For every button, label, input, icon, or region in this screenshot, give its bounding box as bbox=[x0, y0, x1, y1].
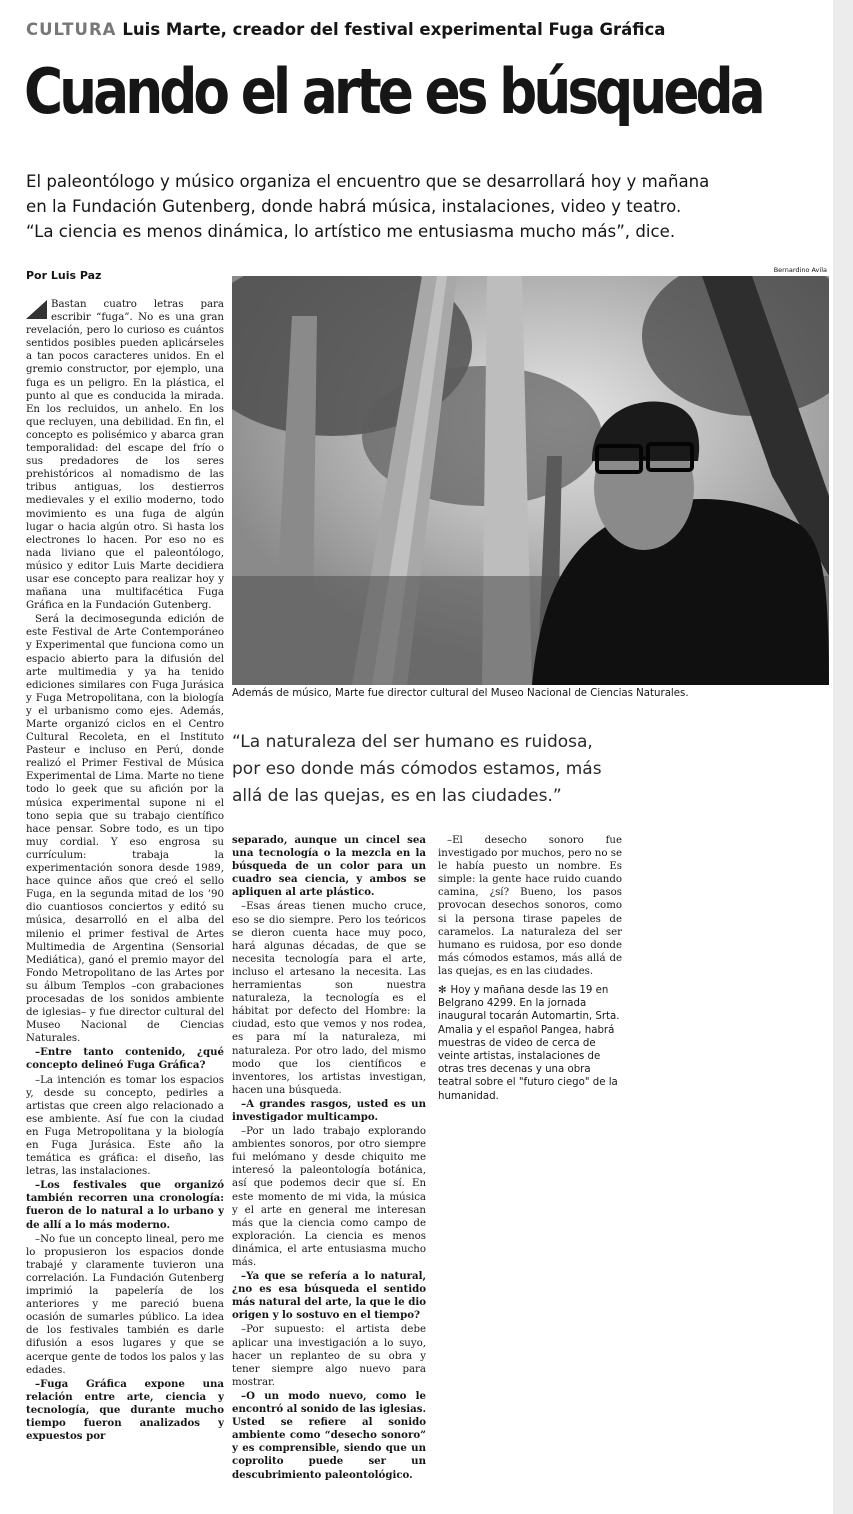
article-column-1 bbox=[26, 298, 224, 1510]
photo-caption: Además de músico, Marte fue director cultural del Museo Nacional de Ciencias Naturales. bbox=[232, 688, 689, 699]
headline: Cuando el arte es búsqueda bbox=[24, 55, 762, 128]
article-paragraph: –Por un lado trabajo explorando ambientes sonoros, por otro siempre fui melómano y desde chiquito me interesó la paleontología botánica, así que podemos decir que sí. En este momento de mi vida, la música y el arte en general me interesan más que la ciencia como campo de exploración. La ciencia es menos dinámica, el arte entusiasma mucho más. bbox=[232, 1126, 426, 1268]
article-paragraph: –La intención es tomar los espacios y, desde su concepto, pedirles a artistas que creen algo relacionado a ese ambiente. Así fue con la ciudad en Fuga Metropolitana y la biología en Fuga Jurásica. Este año la temática es gráfica: el diseño, las letras, las instalaciones. bbox=[26, 1074, 224, 1178]
lead-line: El paleontólogo y músico organiza el encuentro que se desarrollará hoy y mañana bbox=[26, 172, 710, 191]
event-info-text: Hoy y mañana desde las 19 en Belgrano 4299. En la jornada inaugural tocarán Automartin, Srta. Amalia y el español Pangea, habrá muestras de video de cerca de veinte artistas, instalaciones de otras tres decenas y una obra teatral sobre el "futuro ciego" de la humanidad. bbox=[438, 985, 620, 1102]
page-edge bbox=[833, 0, 853, 1514]
lead-line: en la Fundación Gutenberg, donde habrá música, instalaciones, video y teatro. bbox=[26, 197, 682, 216]
lead-line: “La ciencia es menos dinámica, lo artístico me entusiasma mucho más”, dice. bbox=[26, 222, 676, 241]
interview-question: –Ya que se refería a lo natural, ¿no es esa búsqueda el sentido más natural del arte, la que le dio origen y lo sostuvo en el tiempo? bbox=[232, 1270, 426, 1322]
interview-question: –Los festivales que organizó también recorren una cronología: fueron de lo natural a lo urbano y de allí a lo más moderno. bbox=[26, 1179, 224, 1231]
pull-quote-line: “La naturaleza del ser humano es ruidosa, bbox=[232, 732, 593, 752]
interview-question: –Entre tanto contenido, ¿qué concepto delineó Fuga Gráfica? bbox=[26, 1046, 224, 1072]
asterisk-icon: ✻ bbox=[438, 985, 447, 997]
portrait-photo bbox=[232, 276, 829, 685]
portrait-photo-image bbox=[232, 276, 829, 685]
article-column-2 bbox=[232, 834, 426, 1510]
pull-quote bbox=[232, 729, 822, 810]
article-paragraph: Bastan cuatro letras para escribir “fuga”. No es una gran revelación, pero lo curioso es cuántos sentidos posibles pueden aplicárseles a tan pocos caracteres unidos. En el gremio constructor, por ejemplo, una fuga es un peligro. En la plástica, el punto al que es conducida la mirada. En los recluidos, un anhelo. En los que recluyen, una debilidad. En fin, el concepto es polisémico y abarca gran temporalidad: del escape del frío o sus predadores de los seres prehistóricos al nomadismo de las tribus antiguas, los destierros medievales y el exilio moderno, todo movimiento es una fuga de algún lugar o hacia algún otro. Si hasta los electrones lo hacen. Por eso no es nada liviano que el paleontólogo, músico y editor Luis Marte decidiera usar ese concepto para realizar hoy y mañana una multifacética Fuga Gráfica en la Fundación Gutenberg. bbox=[26, 299, 224, 612]
article-paragraph: –El desecho sonoro fue investigado por muchos, pero no se le había puesto un nombre. Es simple: la gente hace ruido cuando camina, ¿sí? Bueno, los pasos provocan desechos sonoros, como si la persona tirase papeles de caramelos. La naturaleza del ser humano es ruidosa, por eso donde más cómodos estamos, más allá de las quejas, es en las ciudades. bbox=[438, 835, 622, 977]
article-paragraph: –Esas áreas tienen mucho cruce, eso se dio siempre. Pero los teóricos se dieron cuenta hace muy poco, hará algunas décadas, de que se necesita tecnología para el arte, incluso el artesano la necesita. Las herramientas son nuestra naturaleza, la tecnología es el hábitat por defecto del Hombre: la ciudad, esto que vemos y nos rodea, es para mí la naturaleza, mi naturaleza. Por otro lado, del mismo modo que los científicos e inventores, los artistas investigan, hacen una búsqueda. bbox=[232, 901, 426, 1096]
article-paragraph: Será la decimosegunda edición de este Festival de Arte Contemporáneo y Experimental que funciona como un espacio abierto para la difusión del arte multimedia y ya ha tenido ediciones similares con Fuga Jurásica y Fuga Metropolitana, con la biología y el urbanismo como ejes. Además, Marte organizó ciclos en el Centro Cultural Recoleta, en el Instituto Pasteur e incluso en Perú, donde realizó el Primer Festival de Música Experimental de Lima. Marte no tiene todo lo geek que su afición por la música experimental supone ni el tono sepia que su trabajo científico hace pensar. Sobre todo, es un tipo muy cordial. Y eso engrosa su currículum: trabaja la experimentación sonora desde 1989, hace quince años que creó el sello Fuga, en la segunda mitad de los ’90 dio cuantiosos conciertos y editó su música, desarrolló en el alba del milenio el primer festival de Artes Multimedia de Argentina (Sensorial Mediática), ganó el premio mayor del Fondo Metropolitano de las Artes por su álbum Templos –con grabaciones procesadas de los sonidos ambiente de iglesias– y fue director cultural del Museo Nacional de Ciencias Naturales. bbox=[26, 614, 224, 1045]
pull-quote-line: por eso donde más cómodos estamos, más bbox=[232, 759, 602, 779]
interview-question: –Fuga Gráfica expone una relación entre arte, ciencia y tecnología, que durante mucho tiempo fueron analizados y expuestos por bbox=[26, 1377, 224, 1443]
article-paragraph: –No fue un concepto lineal, pero me lo propusieron los espacios donde trabajé y claramente tuvieron una correlación. La Fundación Gutenberg imprimió la papelería de los anteriores y me pareció buena ocasión de sumarles público. La idea de los festivales también es darle difusión a esos lugares y que se acerque gente de todos los palos y las edades. bbox=[26, 1233, 224, 1376]
pull-quote-line: allá de las quejas, es en las ciudades.” bbox=[232, 786, 562, 806]
kicker bbox=[26, 20, 746, 39]
interview-question: –A grandes rasgos, usted es un investigador multicampo. bbox=[232, 1097, 426, 1123]
article-paragraph: –Por supuesto: el artista debe aplicar una investigación a lo suyo, hacer un replanteo de su obra y tener siempre algo nuevo para mostrar. bbox=[232, 1324, 426, 1388]
section-label: CULTURA bbox=[26, 20, 117, 39]
interview-question: separado, aunque un cincel sea una tecnología o la mezcla en la búsqueda de un color para un cuadro sea ciencia, y ambos se apliquen al arte plástico. bbox=[232, 834, 426, 899]
initial-mark-icon bbox=[26, 300, 47, 319]
kicker-title: Luis Marte, creador del festival experimental Fuga Gráfica bbox=[122, 20, 666, 39]
interview-question: –O un modo nuevo, como le encontró al sonido de las iglesias. Usted se refiere al sonido ambiente como “desecho sonoro” y es comprensible, siendo que un coprolito puede ser un descubrimiento paleontológico. bbox=[232, 1389, 426, 1481]
lead-paragraph bbox=[26, 169, 746, 244]
photo-credit: Bernardino Avila bbox=[773, 266, 827, 274]
article-column-3 bbox=[438, 834, 622, 1103]
event-info-box bbox=[438, 984, 622, 1103]
byline: Por Luis Paz bbox=[26, 269, 102, 282]
